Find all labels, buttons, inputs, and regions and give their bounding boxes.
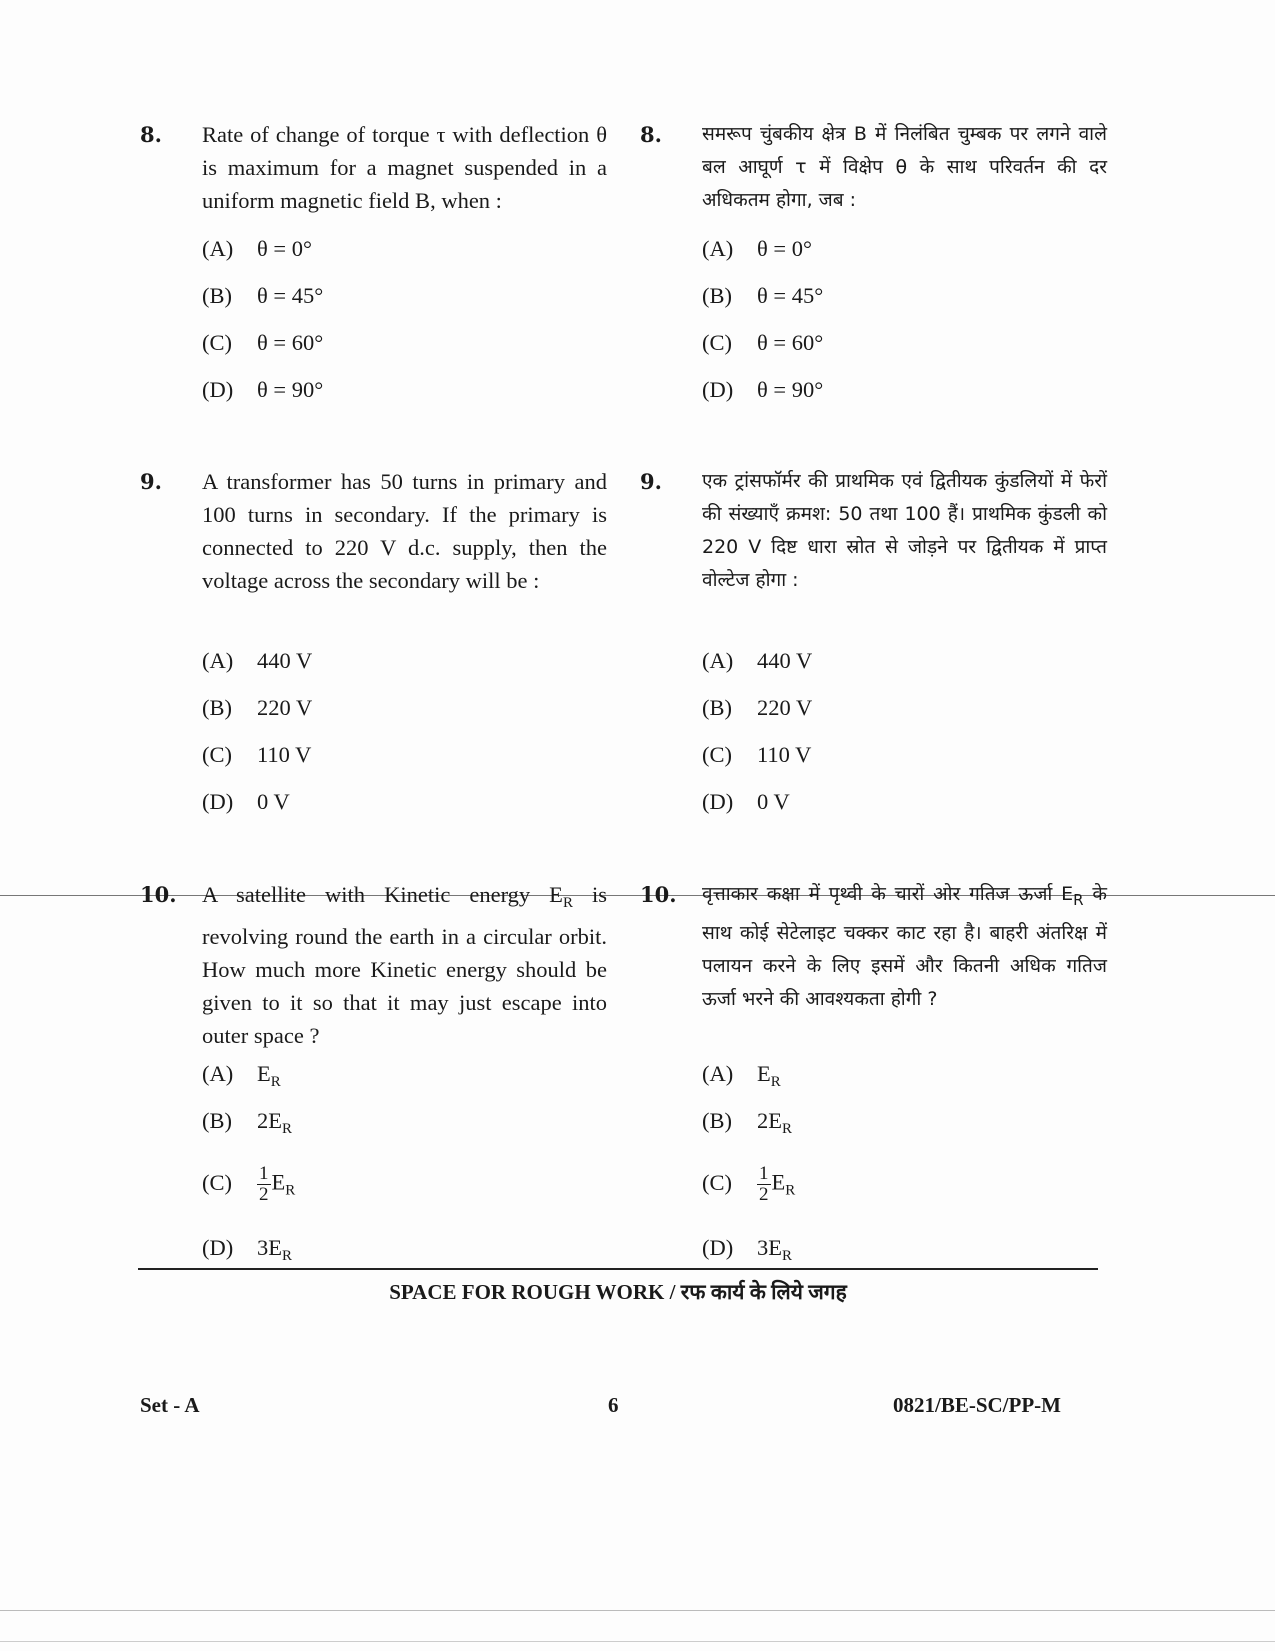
fraction-one-half: $\frac{1}{2}$ — [259, 1163, 269, 1205]
footer-set: Set - A — [140, 1393, 200, 1417]
option-c: (C) $\frac{1}{2}$ $E_R$ — [702, 1163, 796, 1205]
option-d: (D) θ = 90° — [202, 377, 324, 402]
option-a: (A) θ = 0° — [202, 236, 312, 261]
footer-page-number: 6 — [608, 1393, 619, 1417]
option-c: (C) θ = 60° — [202, 330, 324, 355]
option-b: (B) θ = 45° — [202, 283, 324, 308]
option-a: (A) $E_R$ — [202, 1061, 281, 1090]
question-text: समरूप चुंबकीय क्षेत्र B में निलंबित चुम्बक पर लगने वाले बल आघूर्ण τ में विक्षेप θ के साथ परिवर्तन की दर अधिकतम होगा, जब : — [702, 123, 1107, 211]
question-number: 9. — [140, 469, 162, 494]
question-number: 10. — [140, 882, 177, 907]
option-b: (B) $2E_R$ — [202, 1108, 293, 1137]
fraction-one-half: $\frac{1}{2}$ — [759, 1163, 769, 1205]
question-text: वृत्ताकार कक्षा में पृथ्वी के चारों ओर गतिज ऊर्जा $E_R$ के साथ कोई सेटेलाइट चक्कर काट रहा है। बाहरी अंतरिक्ष में पलायन करने के लिए इसमें और कितनी अधिक गतिज ऊर्जा भरने की आवश्यकता होगी ? — [702, 883, 1108, 1010]
question-text: Rate of change of torque τ with deflection θ is maximum for a magnet suspended in a uniform magnetic field B, when : — [202, 122, 607, 213]
option-a: (A) θ = 0° — [702, 236, 812, 261]
option-a: (A) 440 V — [202, 648, 313, 673]
rough-work-label: SPACE FOR ROUGH WORK / रफ कार्य के लिये जगह — [389, 1280, 847, 1304]
option-b: (B) 220 V — [202, 695, 313, 720]
question-text: A transformer has 50 turns in primary and 100 turns in secondary. If the primary is connected to 220 V d.c. supply, then the voltage across the secondary will be : — [202, 469, 607, 593]
option-c: (C) 110 V — [202, 742, 312, 767]
option-d: (D) 0 V — [202, 789, 290, 814]
footer-paper-code: 0821/BE-SC/PP-M — [893, 1393, 1061, 1417]
option-d: (D) $3E_R$ — [702, 1235, 793, 1264]
question-number: 10. — [640, 882, 677, 907]
option-d: (D) 0 V — [702, 789, 790, 814]
option-b: (B) $2E_R$ — [702, 1108, 793, 1137]
option-d: (D) $3E_R$ — [202, 1235, 293, 1264]
option-b: (B) 220 V — [702, 695, 813, 720]
question-text: A satellite with Kinetic energy $E_R$ is revolving round the earth in a circular orbit. How much more Kinetic energy should be given to it so that it may just escape into outer space ? — [202, 882, 607, 1048]
option-c: (C) 110 V — [702, 742, 812, 767]
option-d: (D) θ = 90° — [702, 377, 824, 402]
option-c: (C) θ = 60° — [702, 330, 824, 355]
question-number: 8. — [140, 122, 162, 147]
option-a: (A) 440 V — [702, 648, 813, 673]
option-b: (B) θ = 45° — [702, 283, 824, 308]
question-number: 8. — [640, 122, 662, 147]
option-a: (A) $E_R$ — [702, 1061, 781, 1090]
question-number: 9. — [640, 469, 662, 494]
scan-bottom-edge — [0, 1610, 1275, 1642]
question-text: एक ट्रांसफॉर्मर की प्राथमिक एवं द्वितीयक कुंडलियों में फेरों की संख्याएँ क्रमश: 50 तथा 100 हैं। प्राथमिक कुंडली को 220 V दिष्ट धारा स्रोत से जोड़ने पर द्वितीयक में प्राप्त वोल्टेज होगा : — [702, 470, 1107, 591]
option-c: (C) $\frac{1}{2}$ $E_R$ — [202, 1163, 296, 1205]
rough-work-divider — [138, 1268, 1098, 1270]
